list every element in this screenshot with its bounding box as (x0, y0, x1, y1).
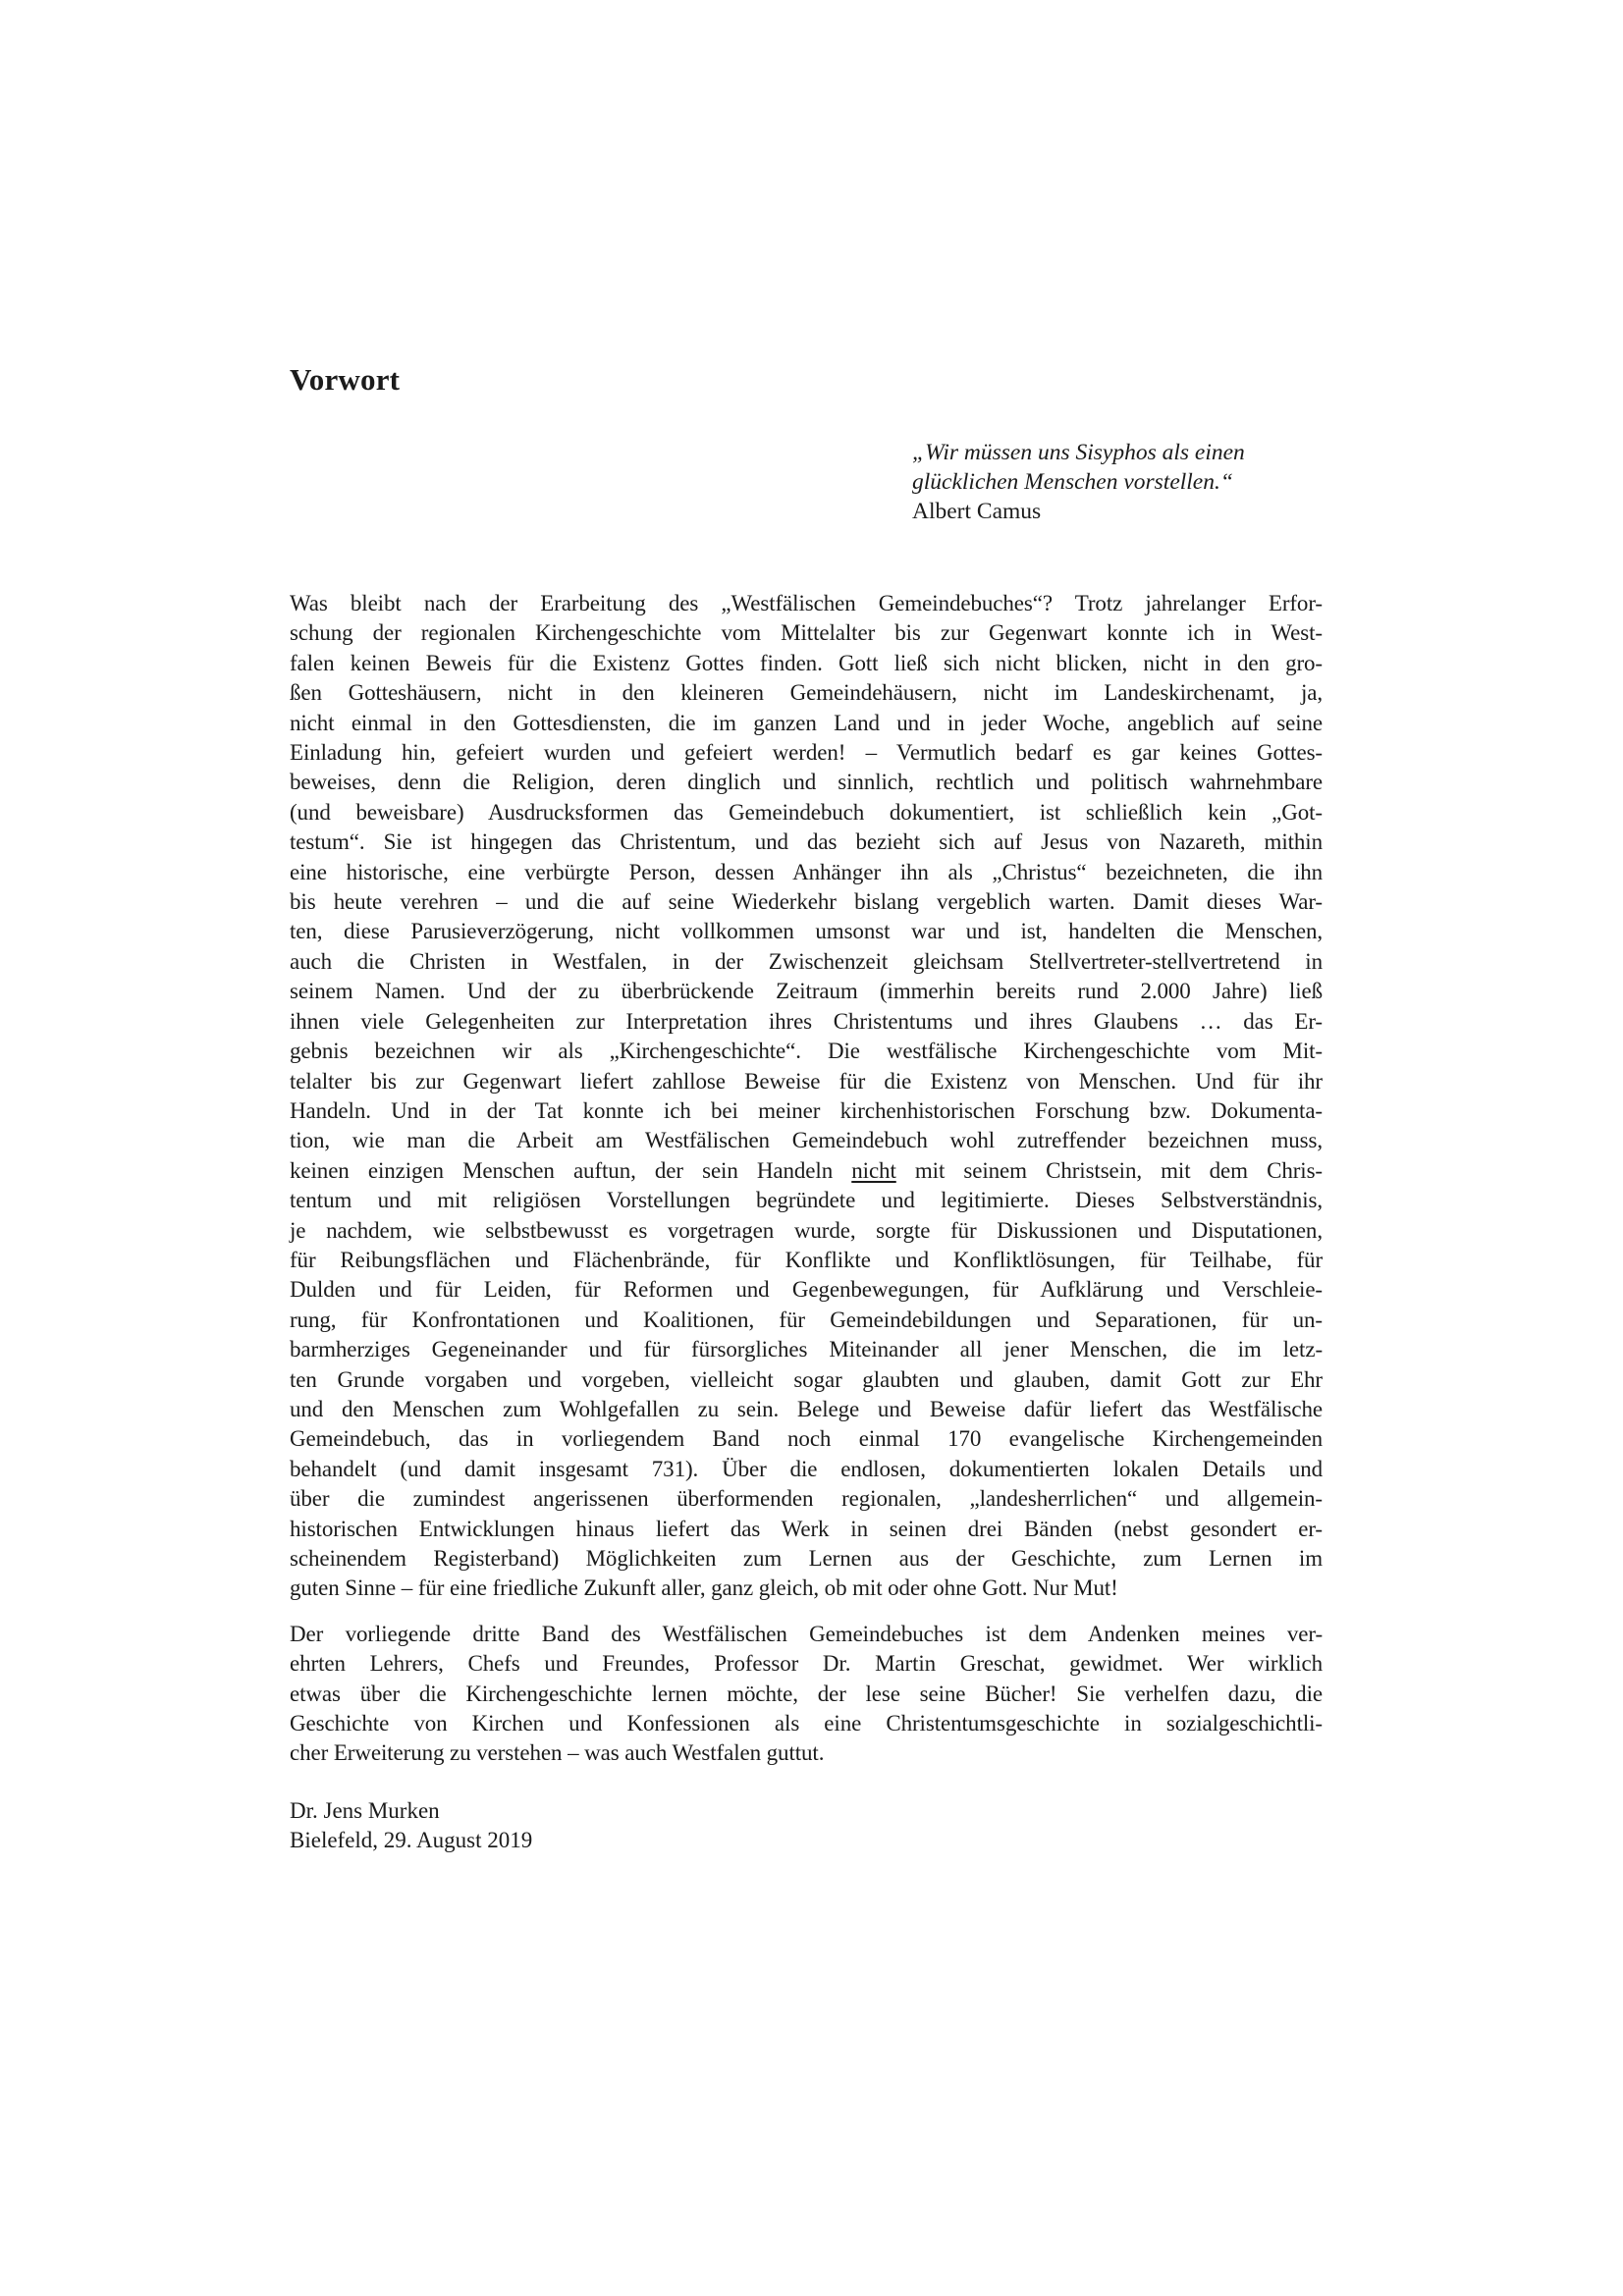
text-line: (und beweisbare) Ausdrucksformen das Gemeindebuch dokumentiert, ist schließlich kein „Got- (290, 799, 1323, 825)
text-line: ehrten Lehrers, Chefs und Freundes, Professor Dr. Martin Greschat, gewidmet. Wer wirklich (290, 1651, 1323, 1677)
text-line: etwas über die Kirchengeschichte lernen möchte, der lese seine Bücher! Sie verhelfen dazu, die (290, 1681, 1323, 1706)
text-line: für Reibungsflächen und Flächenbrände, für Konflikte und Konfliktlösungen, für Teilhabe, für (290, 1247, 1323, 1272)
text-line: testum“. Sie ist hingegen das Christentum, und das bezieht sich auf Jesus von Nazareth, mithin (290, 829, 1323, 855)
text-line: guten Sinne – für eine friedliche Zukunft aller, ganz gleich, ob mit oder ohne Gott. Nur Mut! (290, 1575, 1118, 1601)
text-line: scheinendem Registerband) Möglichkeiten zum Lernen aus der Geschichte, zum Lernen im (290, 1546, 1323, 1571)
epigraph-quote (912, 438, 1323, 497)
text-line: tentum und mit religiösen Vorstellungen begründete und legitimierte. Dieses Selbstverständnis, (290, 1188, 1323, 1213)
text-line: Was bleibt nach der Erarbeitung des „Westfälischen Gemeindebuches“? Trotz jahrelanger Erfor- (290, 591, 1323, 615)
text-line: bis heute verehren – und die auf seine Wiederkehr bislang vergeblich warten. Damit dieses War- (290, 889, 1323, 915)
text-line: und den Menschen zum Wohlgefallen zu sein. Belege und Beweise dafür liefert das Westfälische (290, 1396, 1323, 1421)
epigraph-line: glücklichen Menschen vorstellen.“ (912, 469, 1233, 495)
text-line: rung, für Konfrontationen und Koalitionen, für Gemeindebildungen und Separationen, für un- (290, 1307, 1323, 1332)
signature-block (290, 1796, 1323, 1856)
text-line: Gemeindebuch, das in vorliegendem Band noch einmal 170 evangelische Kirchengemeinden (290, 1426, 1323, 1452)
text-line: über die zumindest angerissenen überformenden regionalen, „landesherrlichen“ und allgemein- (290, 1486, 1323, 1512)
text-line: schung der regionalen Kirchengeschichte vom Mittelalter bis zur Gegenwart konnte ich in West- (290, 620, 1323, 646)
body-text (290, 589, 1323, 1769)
text-line: gebnis bezeichnen wir als „Kirchengeschichte“. Die westfälische Kirchengeschichte vom Mit- (290, 1039, 1323, 1064)
text-line: beweises, denn die Religion, deren dinglich und sinnlich, rechtlich und politisch wahrnehmbare (290, 770, 1323, 795)
text-line: seinem Namen. Und der zu überbrückende Zeitraum (immerhin bereits rund 2.000 Jahre) ließ (290, 979, 1323, 1004)
text-line: ten, diese Parusieverzögerung, nicht vollkommen umsonst war und ist, handelten die Menschen, (290, 919, 1323, 944)
page-title: Vorwort (290, 362, 401, 397)
signature-place-date: Bielefeld, 29. August 2019 (290, 1828, 533, 1853)
text-line: Dulden und für Leiden, für Reformen und Gegenbewegungen, für Aufklärung und Verschleie- (290, 1277, 1323, 1303)
page-content (290, 363, 1323, 1856)
text-line: Geschichte von Kirchen und Konfessionen als eine Christentumsgeschichte in sozialgeschichtli- (290, 1711, 1323, 1736)
text-line: barmherziges Gegeneinander und für fürsorgliches Miteinander all jener Menschen, die im letz- (290, 1337, 1323, 1362)
text-line: eine historische, eine verbürgte Person, dessen Anhänger ihn als „Christus“ bezeichneten, die ihn (290, 859, 1323, 884)
text-line: auch die Christen in Westfalen, in der Zwischenzeit gleichsam Stellvertreter-stellvertretend in (290, 948, 1323, 974)
text-line: ten Grunde vorgaben und vorgeben, vielleicht sogar glaubten und glauben, damit Gott zur Ehr (290, 1366, 1323, 1392)
text-line: je nachdem, wie selbstbewusst es vorgetragen wurde, sorgte für Diskussionen und Disputationen, (290, 1217, 1323, 1243)
underlined-word: nicht (851, 1157, 896, 1183)
text-line: Einladung hin, gefeiert wurden und gefeiert werden! – Vermutlich bedarf es gar keines Gottes- (290, 740, 1323, 766)
text-line: Der vorliegende dritte Band des Westfälischen Gemeindebuches ist dem Andenken meines ver- (290, 1621, 1323, 1646)
paragraph (290, 1620, 1323, 1769)
text-line: behandelt (und damit insgesamt 731). Über die endlosen, dokumentierten lokalen Details und (290, 1456, 1323, 1481)
epigraph-line: „Wir müssen uns Sisyphos als einen (912, 440, 1245, 465)
text-line: keinen einzigen Menschen auftun, der sein Handeln nicht mit seinem Christsein, mit dem Chris- (290, 1157, 1323, 1183)
epigraph (912, 438, 1323, 526)
text-line: ihnen viele Gelegenheiten zur Interpretation ihres Christentums und ihres Glaubens … das Er- (290, 1008, 1323, 1034)
text-line: ßen Gotteshäusern, nicht in den kleineren Gemeindehäusern, nicht im Landeskirchenamt, ja, (290, 680, 1323, 706)
text-line: cher Erweiterung zu verstehen – was auch Westfalen guttut. (290, 1740, 825, 1766)
signature-name: Dr. Jens Murken (290, 1797, 440, 1823)
text-line: telalter bis zur Gegenwart liefert zahllose Beweise für die Existenz von Menschen. Und für ihr (290, 1068, 1323, 1094)
epigraph-attribution: Albert Camus (912, 499, 1042, 524)
text-line: falen keinen Beweis für die Existenz Gottes finden. Gott ließ sich nicht blicken, nicht in den gro- (290, 650, 1323, 675)
text-line: tion, wie man die Arbeit am Westfälischen Gemeindebuch wohl zutreffender bezeichnen muss, (290, 1128, 1323, 1153)
paragraph (290, 589, 1323, 1604)
text-line: nicht einmal in den Gottesdiensten, die im ganzen Land und in jeder Woche, angeblich auf seine (290, 710, 1323, 735)
text-line: Handeln. Und in der Tat konnte ich bei meiner kirchenhistorischen Forschung bzw. Dokumenta- (290, 1097, 1323, 1123)
text-line: historischen Entwicklungen hinaus liefert das Werk in seinen drei Bänden (nebst gesondert er- (290, 1516, 1323, 1541)
